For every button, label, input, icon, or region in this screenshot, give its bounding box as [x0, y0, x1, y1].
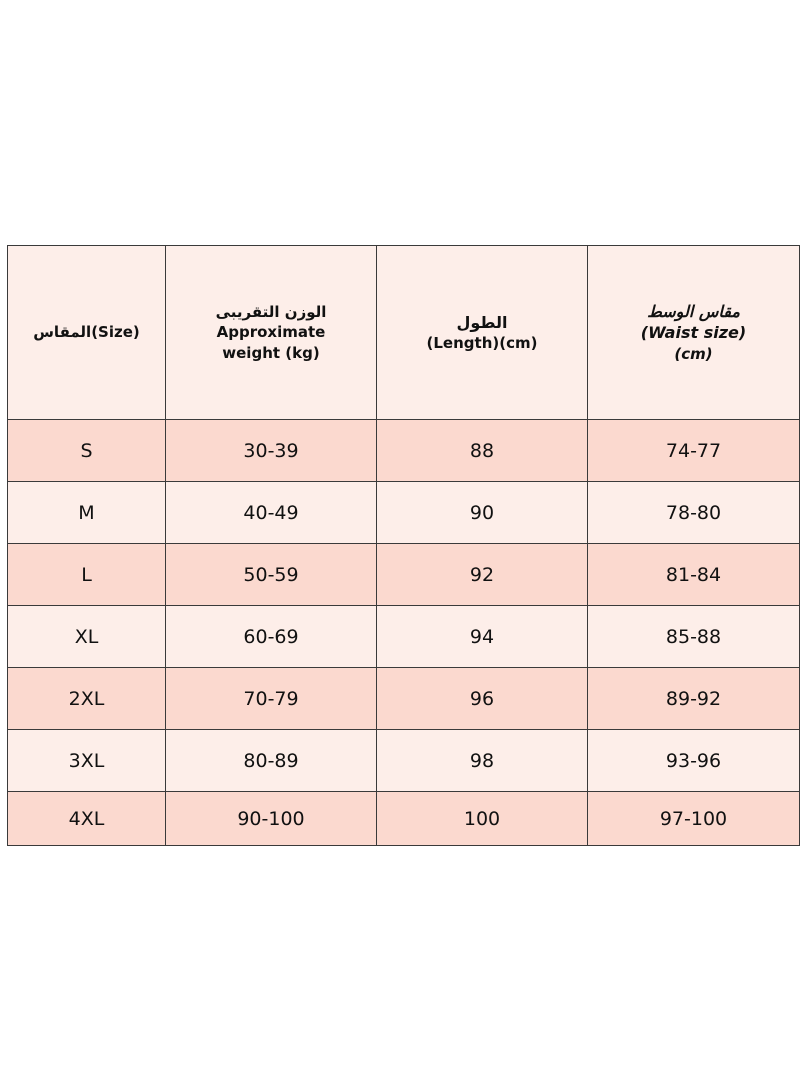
table-cell-weight: 30-39 — [166, 420, 377, 482]
header-length-arabic: الطول — [456, 312, 508, 332]
header-length-english: (Length)(cm) — [426, 334, 538, 353]
table-cell-waist: 78-80 — [588, 482, 800, 544]
header-weight-english-2: weight (kg) — [222, 343, 320, 362]
header-weight-english-1: Approximate — [216, 323, 326, 342]
table-cell-waist: 74-77 — [588, 420, 800, 482]
header-size — [7, 245, 166, 420]
header-waist-english: (Waist size) — [640, 323, 747, 343]
header-size-label: المقاس(Size) — [33, 323, 140, 342]
table-cell-waist: 93-96 — [588, 730, 800, 792]
header-waist-arabic: مقاس الوسط — [647, 301, 740, 321]
table-cell-length: 90 — [377, 482, 588, 544]
table-cell-waist: 97-100 — [588, 792, 800, 846]
table-cell-weight: 40-49 — [166, 482, 377, 544]
table-cell-length: 88 — [377, 420, 588, 482]
table-cell-weight: 90-100 — [166, 792, 377, 846]
table-cell-size: S — [7, 420, 166, 482]
table-cell-length: 100 — [377, 792, 588, 846]
table-cell-weight: 50-59 — [166, 544, 377, 606]
header-waist — [588, 245, 800, 420]
table-cell-length: 94 — [377, 606, 588, 668]
table-cell-size: M — [7, 482, 166, 544]
table-cell-size: 4XL — [7, 792, 166, 846]
header-weight-arabic: الوزن التقريبى — [215, 303, 327, 322]
table-cell-weight: 70-79 — [166, 668, 377, 730]
header-waist-unit: (cm) — [674, 344, 713, 363]
table-cell-length: 98 — [377, 730, 588, 792]
header-weight — [166, 245, 377, 420]
table-cell-size: L — [7, 544, 166, 606]
table-cell-weight: 80-89 — [166, 730, 377, 792]
table-cell-waist: 81-84 — [588, 544, 800, 606]
table-cell-waist: 89-92 — [588, 668, 800, 730]
size-chart-table — [7, 245, 800, 846]
table-cell-waist: 85-88 — [588, 606, 800, 668]
table-cell-size: 3XL — [7, 730, 166, 792]
header-length — [377, 245, 588, 420]
table-cell-size: 2XL — [7, 668, 166, 730]
table-cell-size: XL — [7, 606, 166, 668]
table-cell-length: 96 — [377, 668, 588, 730]
table-cell-weight: 60-69 — [166, 606, 377, 668]
table-cell-length: 92 — [377, 544, 588, 606]
